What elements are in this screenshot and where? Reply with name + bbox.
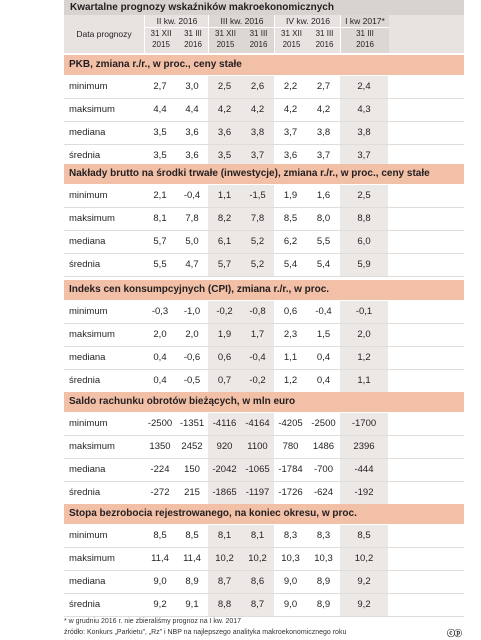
table-cell: -0,3: [151, 306, 169, 317]
table-cell: -1351: [179, 418, 205, 429]
table-cell: 2,1: [153, 190, 167, 201]
table-cell: 6,1: [208, 231, 241, 253]
quarter-header-2: [208, 15, 275, 53]
table-cell: 8,3: [283, 530, 298, 541]
table-cell: 3,7: [283, 127, 298, 138]
table-cell: -1726: [278, 487, 303, 498]
table-cell: 4,2: [241, 99, 274, 121]
table-cell: -1700: [340, 413, 388, 435]
table-cell: 4,4: [153, 104, 167, 115]
table-cell: -0,4: [315, 306, 332, 317]
table-cell: 8,3: [316, 530, 331, 541]
publisher-logo: ⓒⓟ: [447, 629, 461, 638]
table-row: [64, 459, 464, 482]
table-cell: 0,7: [208, 370, 241, 392]
table-cell: 3,7: [241, 145, 274, 167]
table-cell: 4,2: [316, 104, 331, 115]
table-cell: -0,4: [241, 347, 274, 369]
table-cell: -0,5: [183, 375, 201, 386]
row-label: minimum: [69, 190, 108, 201]
table-cell: 10,2: [340, 548, 388, 570]
table-cell: 8,7: [208, 571, 241, 593]
table-cell: 3,7: [340, 145, 388, 167]
row-label: maksimum: [69, 441, 115, 452]
table-cell: 8,2: [208, 208, 241, 230]
table-cell: 1,1: [208, 185, 241, 207]
row-label: mediana: [69, 576, 106, 587]
row-label: maksimum: [69, 213, 115, 224]
table-cell: -192: [340, 482, 388, 504]
table-cell: 5,0: [185, 236, 199, 247]
row-label: średnia: [69, 259, 101, 270]
row-label: maksimum: [69, 553, 115, 564]
row-label: mediana: [69, 464, 106, 475]
table-cell: 5,7: [208, 254, 241, 276]
table-cell: 215: [184, 487, 200, 498]
table-row: [64, 347, 464, 370]
table-cell: 9,2: [340, 571, 388, 593]
table-cell: 2,4: [340, 76, 388, 98]
table-cell: 8,5: [153, 530, 167, 541]
row-label: maksimum: [69, 104, 115, 115]
table-header: [64, 15, 464, 53]
row-label: średnia: [69, 599, 101, 610]
table-cell: -700: [313, 464, 333, 475]
section-title: PKB, zmiana r./r., w proc., ceny stałe: [64, 55, 464, 75]
table-cell: 3,6: [208, 122, 241, 144]
table-cell: 10,3: [314, 553, 333, 564]
table-cell: 8,1: [208, 525, 241, 547]
table-cell: 2,6: [241, 76, 274, 98]
table-cell: -4164: [241, 413, 274, 435]
table-cell: 5,9: [340, 254, 388, 276]
quarter-label: II kw. 2016: [145, 16, 209, 28]
table-cell: -1197: [241, 482, 274, 504]
row-label: minimum: [69, 306, 108, 317]
table-cell: 1,9: [208, 324, 241, 346]
table-cell: 3,6: [185, 127, 199, 138]
table-cell: 3,5: [208, 145, 241, 167]
row-label: średnia: [69, 375, 101, 386]
table-title: Kwartalne prognozy wskaźników makroekonomicznych: [64, 0, 464, 15]
section-1: [64, 55, 464, 167]
table-cell: 8,9: [185, 576, 199, 587]
table-cell: 5,2: [241, 254, 274, 276]
table-cell: 6,2: [283, 236, 298, 247]
section-title: Nakłady brutto na środki trwałe (inwestycje), zmiana r./r., w proc., ceny stałe: [64, 164, 464, 184]
section-5: [64, 504, 464, 616]
section-title: Stopa bezrobocia rejestrowanego, na koniec okresu, w proc.: [64, 504, 464, 524]
table-cell: 9,2: [340, 594, 388, 616]
table-cell: 8,9: [316, 599, 331, 610]
table-cell: 3,5: [153, 127, 167, 138]
table-cell: 11,4: [183, 553, 201, 564]
table-cell: 9,1: [185, 599, 199, 610]
date-label: 31 XII 2015: [281, 29, 302, 49]
table-cell: 1350: [149, 441, 171, 452]
table-cell: -4205: [278, 418, 303, 429]
row-label: minimum: [69, 418, 108, 429]
table-cell: -224: [150, 464, 170, 475]
table-cell: 8,5: [283, 213, 298, 224]
table-cell: 0,6: [283, 306, 298, 317]
table-cell: -272: [150, 487, 170, 498]
table-row: [64, 525, 464, 548]
table-cell: 8,1: [241, 525, 274, 547]
table-cell: 5,4: [283, 259, 298, 270]
table-cell: -624: [313, 487, 333, 498]
table-cell: -1065: [241, 459, 274, 481]
table-cell: 920: [208, 436, 241, 458]
section-title: Indeks cen konsumpcyjnych (CPI), zmiana r./r., w proc.: [64, 280, 464, 300]
table-cell: 3,6: [283, 150, 298, 161]
table-row: [64, 122, 464, 145]
section-2: [64, 164, 464, 276]
table-cell: 1,6: [316, 190, 331, 201]
table-cell: 9,2: [153, 599, 167, 610]
table-cell: 0,4: [316, 352, 331, 363]
date-label: 31 III 2016: [356, 29, 374, 49]
date-label: 31 XII 2015: [150, 29, 172, 49]
table-row: [64, 301, 464, 324]
table-cell: -0,4: [183, 190, 201, 201]
table-cell: 1,5: [316, 329, 331, 340]
table-cell: 9,0: [153, 576, 167, 587]
table-cell: 5,5: [153, 259, 167, 270]
table-cell: 5,5: [316, 236, 331, 247]
quarter-header-4: [340, 15, 389, 53]
table-row: [64, 254, 464, 277]
date-label: 31 III 2016: [315, 29, 334, 49]
row-label: maksimum: [69, 329, 115, 340]
table-cell: 1486: [312, 441, 335, 452]
table-cell: 2,0: [153, 329, 167, 340]
date-label: 31 III 2016: [184, 29, 202, 49]
table-cell: 5,2: [241, 231, 274, 253]
table-cell: -1865: [208, 482, 241, 504]
table-cell: 1,1: [340, 370, 388, 392]
table-cell: 2,0: [185, 329, 199, 340]
table-cell: -0,2: [208, 301, 241, 323]
table-row: [64, 76, 464, 99]
header-label: Data prognozy: [76, 29, 132, 39]
table-cell: -1,5: [241, 185, 274, 207]
table-cell: 4,2: [283, 104, 298, 115]
table-row: [64, 99, 464, 122]
table-cell: 10,3: [281, 553, 300, 564]
source-note: źródło: Konkurs „Parkietu”, „Rz” i NBP na najlepszego analityka makroekonomicznego roku: [64, 629, 347, 636]
table-cell: 2,0: [340, 324, 388, 346]
table-cell: 0,4: [316, 375, 331, 386]
table-cell: -0,6: [183, 352, 201, 363]
table-cell: 780: [282, 441, 299, 452]
table-cell: 2,7: [153, 81, 167, 92]
table-cell: -1784: [278, 464, 303, 475]
table-row: [64, 208, 464, 231]
table-cell: -0,8: [241, 301, 274, 323]
quarter-label: I kw 2017*: [341, 16, 389, 28]
table-cell: -444: [340, 459, 388, 481]
table-cell: 4,2: [208, 99, 241, 121]
table-cell: 1,1: [283, 352, 298, 363]
table-cell: 7,8: [185, 213, 199, 224]
table-cell: -4116: [208, 413, 241, 435]
table-cell: 1,2: [340, 347, 388, 369]
table-cell: -0,1: [340, 301, 388, 323]
table-cell: 4,3: [340, 99, 388, 121]
table-cell: 9,0: [283, 599, 298, 610]
table-cell: 10,2: [208, 548, 241, 570]
table-cell: 3,0: [185, 81, 199, 92]
table-row: [64, 548, 464, 571]
table-row: [64, 436, 464, 459]
table-cell: 2452: [181, 441, 203, 452]
row-label: średnia: [69, 150, 101, 161]
table-cell: 3,7: [316, 150, 331, 161]
table-cell: -2500: [311, 418, 336, 429]
table-cell: 150: [184, 464, 200, 475]
table-cell: 8,6: [241, 571, 274, 593]
table-cell: 3,8: [241, 122, 274, 144]
row-label: mediana: [69, 236, 106, 247]
table-cell: 7,8: [241, 208, 274, 230]
table-cell: 0,6: [208, 347, 241, 369]
table-row: [64, 324, 464, 347]
table-cell: 1100: [241, 436, 274, 458]
table-cell: 8,1: [153, 213, 167, 224]
table-cell: 8,8: [340, 208, 388, 230]
table-cell: 8,0: [316, 213, 331, 224]
table-cell: -0,2: [241, 370, 274, 392]
table-row: [64, 185, 464, 208]
table-cell: 2396: [340, 436, 388, 458]
table-cell: 4,7: [185, 259, 199, 270]
row-label: minimum: [69, 81, 108, 92]
date-label: 31 XII 2015: [215, 29, 236, 49]
section-3: [64, 280, 464, 392]
table-cell: 8,5: [340, 525, 388, 547]
table-cell: 3,8: [340, 122, 388, 144]
table-cell: 3,5: [153, 150, 167, 161]
footnote: * w grudniu 2016 r. nie zbieraliśmy prognoz na I kw. 2017: [64, 618, 242, 625]
table-cell: 2,5: [208, 76, 241, 98]
table-row: [64, 413, 464, 436]
table-cell: 10,2: [241, 548, 274, 570]
table-cell: -2500: [147, 418, 173, 429]
table-cell: 5,7: [153, 236, 167, 247]
table-cell: 2,3: [283, 329, 298, 340]
date-label: 31 III 2016: [249, 29, 268, 49]
row-label: mediana: [69, 352, 106, 363]
section-title: Saldo rachunku obrotów bieżących, w mln euro: [64, 392, 464, 412]
table-cell: 1,7: [241, 324, 274, 346]
table-cell: 2,5: [340, 185, 388, 207]
table-cell: 3,6: [185, 150, 199, 161]
table-cell: 8,8: [208, 594, 241, 616]
table-cell: 8,5: [185, 530, 199, 541]
row-label: minimum: [69, 530, 108, 541]
table-cell: 1,9: [283, 190, 298, 201]
section-4: [64, 392, 464, 504]
table-row: [64, 370, 464, 393]
table-cell: 0,4: [153, 352, 167, 363]
row-label: mediana: [69, 127, 106, 138]
table-cell: 9,0: [283, 576, 298, 587]
table-cell: 1,2: [283, 375, 298, 386]
table-cell: -2042: [208, 459, 241, 481]
table-cell: 8,7: [241, 594, 274, 616]
quarter-header-3: [274, 15, 341, 53]
quarter-header-1: [144, 15, 209, 53]
table-cell: 3,8: [316, 127, 331, 138]
table-cell: 5,4: [316, 259, 331, 270]
table-cell: -1,0: [183, 306, 201, 317]
table-row: [64, 482, 464, 505]
table-cell: 2,2: [283, 81, 298, 92]
quarter-label: III kw. 2016: [209, 16, 275, 28]
table-cell: 6,0: [340, 231, 388, 253]
table-cell: 8,9: [316, 576, 331, 587]
quarter-label: IV kw. 2016: [275, 16, 341, 28]
table-row: [64, 594, 464, 617]
table-row: [64, 231, 464, 254]
table-cell: 4,4: [185, 104, 199, 115]
table-cell: 2,7: [316, 81, 331, 92]
table-row: [64, 571, 464, 594]
row-label: średnia: [69, 487, 101, 498]
table-cell: 0,4: [153, 375, 167, 386]
table-cell: 11,4: [151, 553, 169, 564]
